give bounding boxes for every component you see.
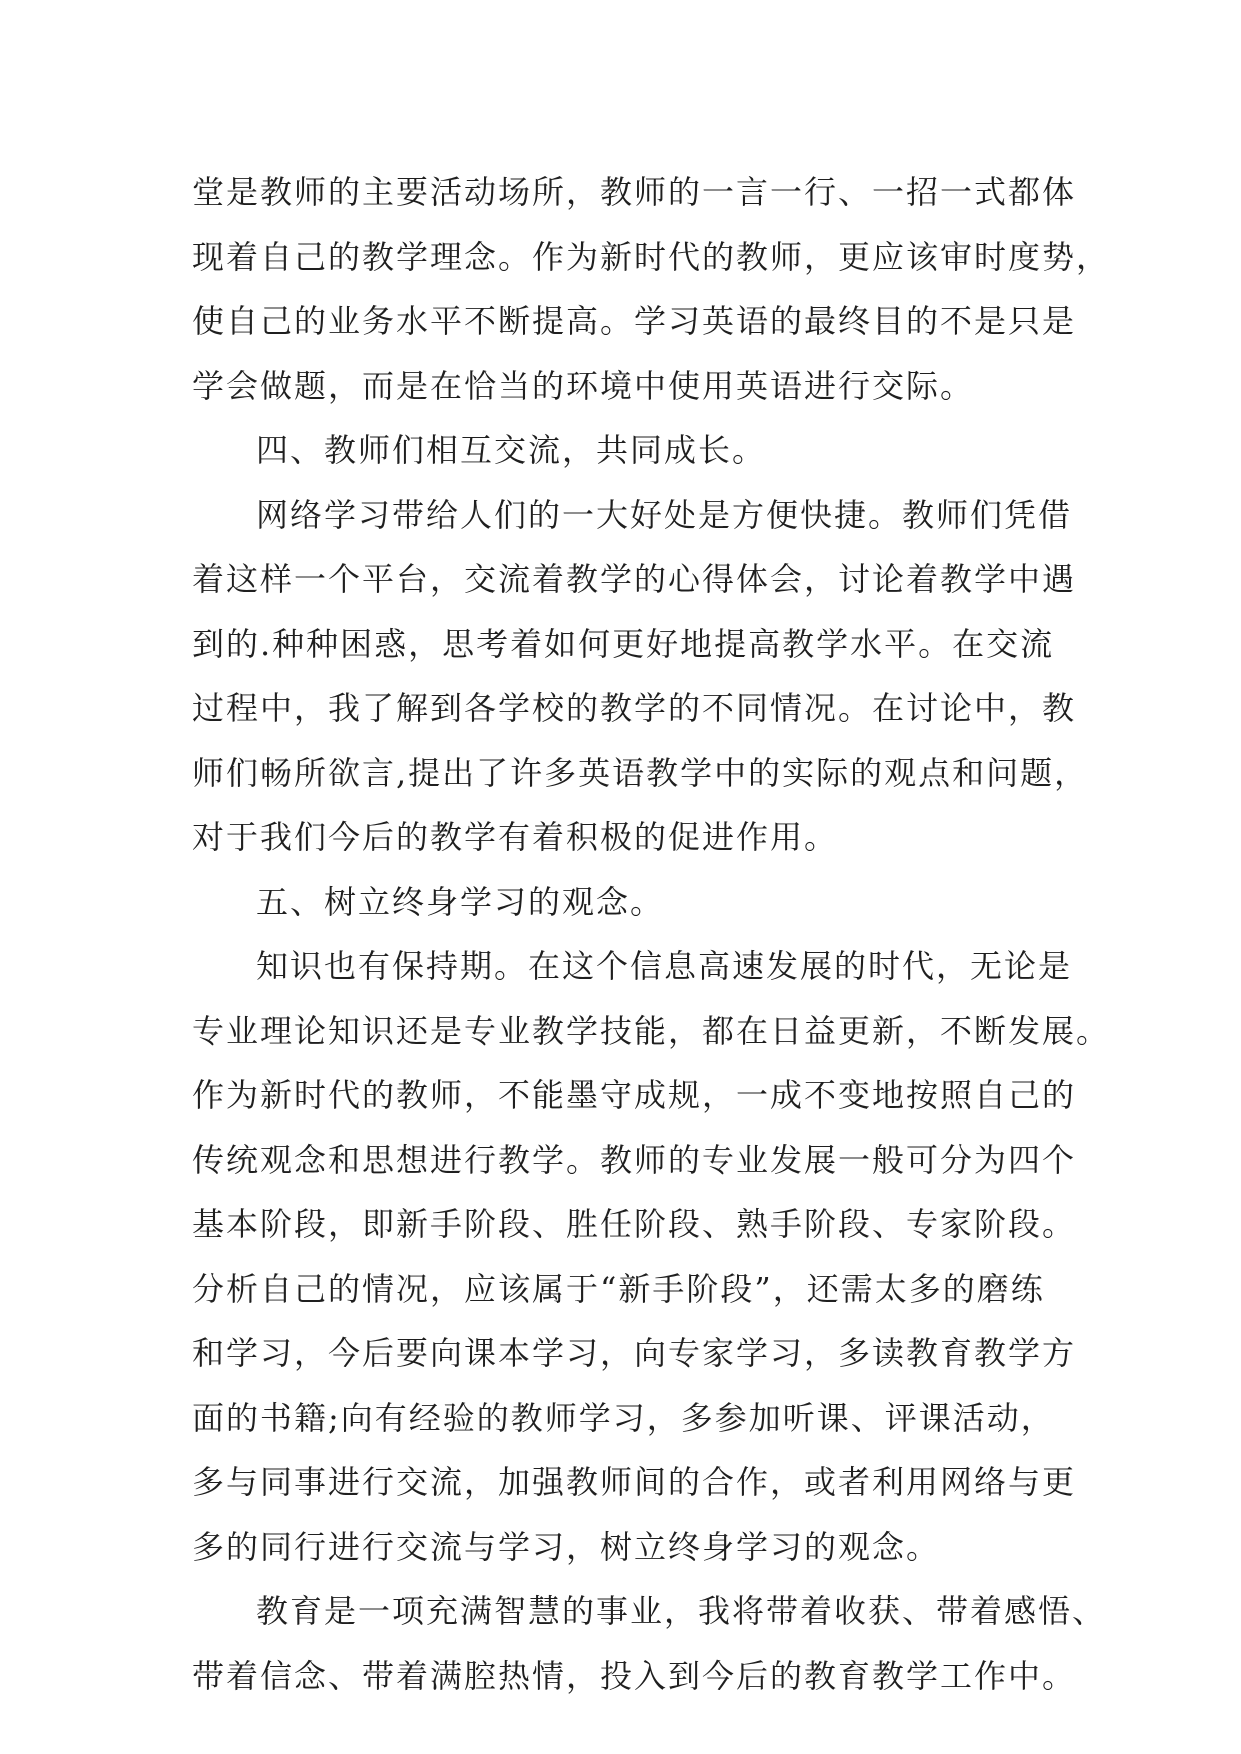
section-heading <box>192 418 1072 483</box>
text-line: 和学习，今后要向课本学习，向专家学习，多读教育教学方 <box>192 1334 1077 1372</box>
paragraph <box>192 934 1111 1579</box>
text-line: 知识也有保持期。在这个信息高速发展的时代，无论是 <box>256 947 1073 985</box>
text-line: 传统观念和思想进行教学。教师的专业发展一般可分为四个 <box>192 1140 1077 1179</box>
text-line: 分析自己的情况，应该属于“新手阶段”，还需太多的磨练 <box>192 1269 1045 1308</box>
text-line: 带着信念、带着满腔热情，投入到今后的教育教学工作中。 <box>192 1656 1077 1695</box>
text-line: 五、树立终身学习的观念。 <box>256 882 665 921</box>
text-line: 多的同行进行交流与学习，树立终身学习的观念。 <box>192 1527 941 1566</box>
text-line: 专业理论知识还是专业教学技能，都在日益更新，不断发展。 <box>192 1011 1111 1050</box>
text-line: 堂是教师的主要活动场所，教师的一言一行、一招一式都体 <box>192 173 1077 211</box>
text-line: 过程中，我了解到各学校的教学的不同情况。在讨论中，教 <box>192 689 1077 727</box>
paragraph <box>192 1579 1107 1708</box>
text-line: 对于我们今后的教学有着积极的促进作用。 <box>192 818 839 856</box>
text-line: 多与同事进行交流，加强教师间的合作，或者利用网络与更 <box>192 1463 1077 1501</box>
document-body <box>192 160 1111 1708</box>
text-line: 四、教师们相互交流，共同成长。 <box>256 431 767 469</box>
text-line: 网络学习带给人们的一大好处是方便快捷。教师们凭借 <box>256 495 1073 534</box>
section-heading <box>192 870 1072 935</box>
text-line: 基本阶段，即新手阶段、胜任阶段、熟手阶段、专家阶段。 <box>192 1205 1077 1243</box>
paragraph <box>192 483 1089 870</box>
text-line: 教育是一项充满智慧的事业，我将带着收获、带着感悟、 <box>256 1592 1107 1630</box>
text-line: 着这样一个平台，交流着教学的心得体会，讨论着教学中遇 <box>192 560 1077 598</box>
text-line: 面的书籍;向有经验的教师学习，多参加听课、评课活动， <box>192 1398 1055 1437</box>
text-line: 学会做题，而是在恰当的环境中使用英语进行交际。 <box>192 366 975 405</box>
text-line: 作为新时代的教师，不能墨守成规，一成不变地按照自己的 <box>192 1076 1077 1114</box>
text-line: 到的.种种困惑，思考着如何更好地提高教学水平。在交流 <box>192 624 1055 663</box>
text-line: 使自己的业务水平不断提高。学习英语的最终目的不是只是 <box>192 302 1077 340</box>
text-line: 现着自己的教学理念。作为新时代的教师，更应该审时度势， <box>192 237 1111 276</box>
text-line: 师们畅所欲言,提出了许多英语教学中的实际的观点和问题， <box>192 753 1089 792</box>
paragraph <box>192 160 1111 418</box>
